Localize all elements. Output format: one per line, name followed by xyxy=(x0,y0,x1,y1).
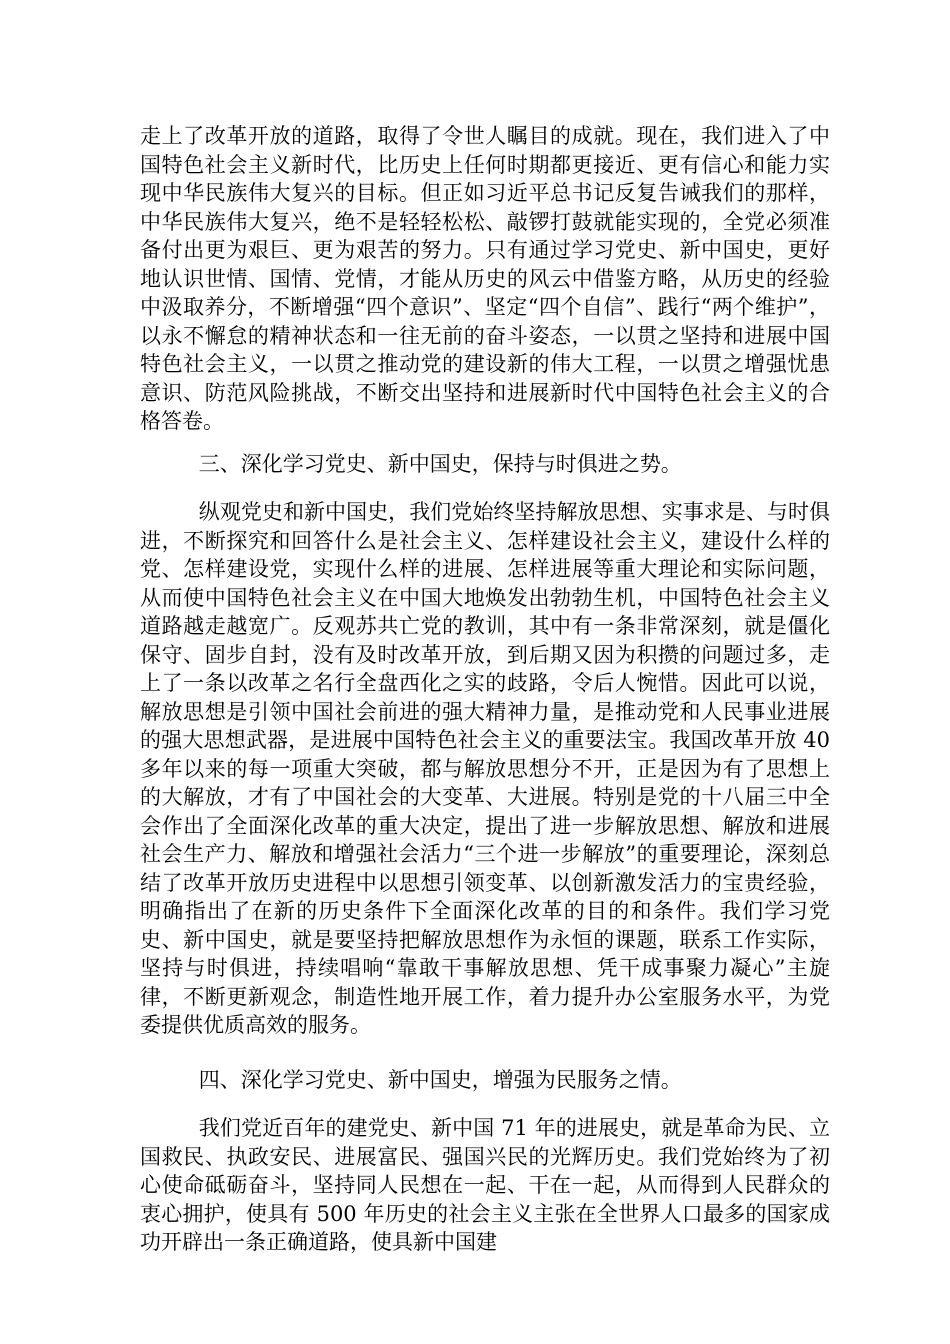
section-heading-four: 四、深化学习党史、新中国史，增强为民服务之情。 xyxy=(198,1068,682,1092)
body-paragraph: 走上了改革开放的道路，取得了令世人瞩目的成就。现在，我们进入了中国特色社会主义新时代，比历史上任何时期都更接近、更有信心和能力实现中华民族伟大复兴的目标。但正如习近平总书记反复告诫我们的那样，中华民族伟大复兴，绝不是轻轻松松、敲锣打鼓就能实现的，全党必须准备付出更为艰巨、更为艰苦的努力。只有通过学习党史、新中国史，更好地认识世情、国情、党情，才能从历史的风云中借鉴方略，从历史的经验中汲取养分，不断增强“四个意识”、坚定“四个自信”、践行“两个维护”，以永不懈怠的精神状态和一往无前的奋斗姿态，一以贯之坚持和进展中国特色社会主义，一以贯之推动党的建设新的伟大工程，一以贯之增强忧患意识、防范风险挑战，不断交出坚持和进展新时代中国特色社会主义的合格答卷。 xyxy=(140,124,830,433)
body-paragraph: 纵观党史和新中国史，我们党始终坚持解放思想、实事求是、与时俱进，不断探究和回答什么是社会主义、怎样建设社会主义，建设什么样的党、怎样建设党，实现什么样的进展、怎样进展等重大理论和实际问题，从而使中国特色社会主义在中国大地焕发出勃勃生机，中国特色社会主义道路越走越宽广。反观苏共亡党的教训，其中有一条非常深刻，就是僵化保守、固步自封，没有及时改革开放，到后期又因为积攒的问题过多，走上了一条以改革之名行全盘西化之实的歧路，令后人惋惜。因此可以说，解放思想是引领中国社会前进的强大精神力量，是推动党和人民事业进展的强大思想武器，是进展中国特色社会主义的重要法宝。我国改革开放 40 多年以来的每一项重大突破，都与解放思想分不开，正是因为有了思想上的大解放，才有了中国社会的大变革、大进展。特别是党的十八届三中全会作出了全面深化改革的重大决定，提出了进一步解放思想、解放和进展社会生产力、解放和增强社会活力“三个进一步解放”的重要理论，深刻总结了改革开放历史进程中以思想引领变革、以创新激发活力的宝贵经验，明确指出了在新的历史条件下全面深化改革的目的和条件。我们学习党史、新中国史，就是要坚持把解放思想作为永恒的课题，联系工作实际，坚持与时俱进，持续唱响“靠敢干事解放思想、凭干成事聚力凝心”主旋律，不断更新观念，制造性地开展工作，着力提升办公室服务水平，为党委提供优质高效的服务。 xyxy=(140,500,830,1037)
body-paragraph: 我们党近百年的建党史、新中国 71 年的进展史，就是革命为民、立国救民、执政安民、进展富民、强国兴民的光辉历史。我们党始终为了初心使命砥砺奋斗，坚持同人民想在一起、干在一起，从而得到人民群众的衷心拥护，使具有 500 年历史的社会主义主张在全世界人口最多的国家成功开辟出一条正确道路，使具新中国建 xyxy=(140,1116,830,1254)
section-heading-three: 三、深化学习党史、新中国史，保持与时俱进之势。 xyxy=(198,452,682,476)
